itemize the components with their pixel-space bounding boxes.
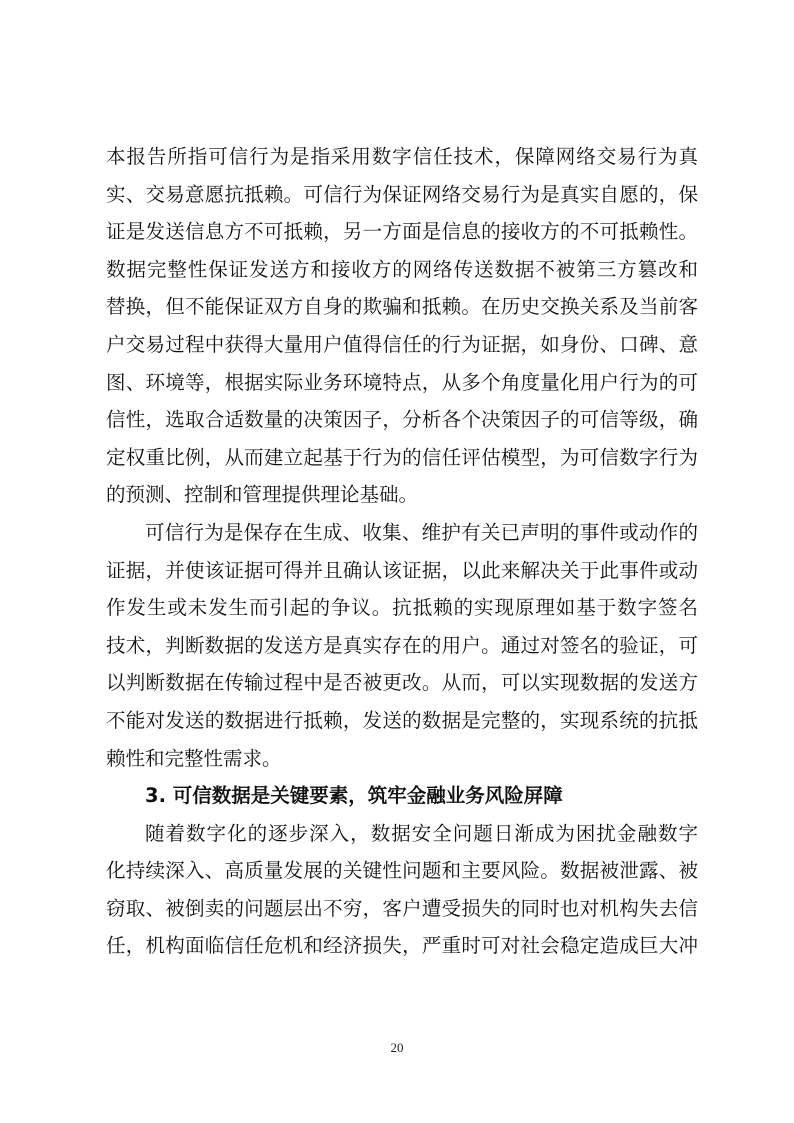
paragraph-line: 任，机构面临信任危机和经济损失，严重时可对社会稳定造成巨大冲	[106, 934, 698, 958]
paragraph-line: 信性，选取合适数量的决策因子，分析各个决策因子的可信等级，确	[106, 408, 698, 432]
paragraph-line: 户交易过程中获得大量用户值得信任的行为证据，如身份、口碑、意	[106, 332, 698, 356]
paragraph-line: 不能对发送的数据进行抵赖，发送的数据是完整的，实现系统的抗抵	[106, 708, 698, 732]
paragraph-line: 实、交易意愿抗抵赖。可信行为保证网络交易行为是真实自愿的，保	[106, 182, 698, 206]
paragraph-trusted-behavior-definition	[106, 138, 698, 514]
paragraph-line: 赖性和完整性需求。	[106, 746, 282, 770]
paragraph-line: 随着数字化的逐步深入，数据安全问题日渐成为困扰金融数字	[145, 821, 698, 845]
page-body	[106, 138, 698, 965]
paragraph-line: 替换，但不能保证双方自身的欺骗和抵赖。在历史交换关系及当前客	[106, 295, 698, 319]
paragraph-line: 窃取、被倒卖的问题层出不穷，客户遭受损失的同时也对机构失去信	[106, 896, 698, 920]
paragraph-line: 证是发送信息方不可抵赖，另一方面是信息的接收方的不可抵赖性。	[106, 220, 698, 244]
page-number: 20	[390, 1040, 404, 1055]
paragraph-line: 可信行为是保存在生成、收集、维护有关已声明的事件或动作的	[145, 520, 698, 544]
paragraph-line: 的预测、控制和管理提供理论基础。	[106, 483, 419, 507]
paragraph-line: 本报告所指可信行为是指采用数字信任技术，保障网络交易行为真	[106, 145, 698, 168]
paragraph-data-security	[106, 815, 698, 965]
paragraph-line: 以判断数据在传输过程中是否被更改。从而，可以实现数据的发送方	[106, 671, 698, 695]
paragraph-line: 定权重比例，从而建立起基于行为的信任评估模型，为可信数字行为	[106, 445, 698, 469]
paragraph-line: 证据，并使该证据可得并且确认该证据，以此来解决关于此事件或动	[106, 558, 698, 582]
paragraph-line: 数据完整性保证发送方和接收方的网络传送数据不被第三方篡改和	[106, 257, 698, 281]
paragraph-line: 作发生或未发生而引起的争议。抗抵赖的实现原理如基于数字签名	[106, 596, 698, 620]
paragraph-line: 技术，判断数据的发送方是真实存在的用户。通过对签名的验证，可	[106, 633, 698, 657]
paragraph-line: 化持续深入、高质量发展的关键性问题和主要风险。数据被泄露、被	[106, 859, 698, 883]
section-heading: 3. 可信数据是关键要素，筑牢金融业务风险屏障	[145, 784, 563, 808]
paragraph-non-repudiation	[106, 514, 698, 777]
paragraph-line: 图、环境等，根据实际业务环境特点，从多个角度量化用户行为的可	[106, 370, 698, 394]
